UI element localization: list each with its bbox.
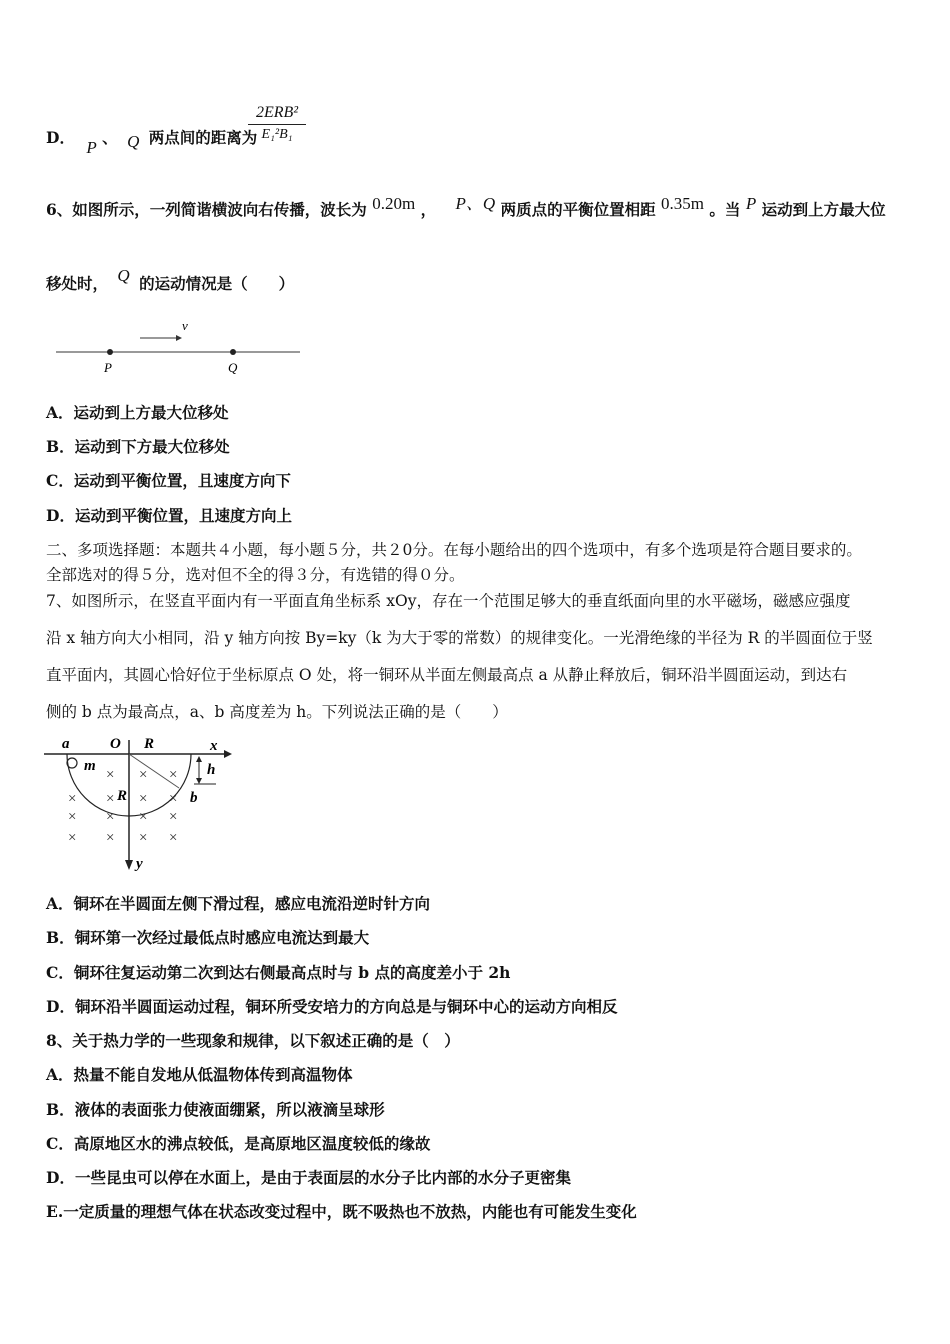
q8-option-b: B．液体的表面张力使液面绷紧，所以液滴呈球形 — [46, 1100, 385, 1119]
svg-text:×: × — [106, 791, 115, 807]
q6-stem-line1 — [46, 194, 886, 220]
q7-y-arrow — [125, 860, 133, 870]
q6-distance: 0.35m — [661, 194, 704, 213]
q7-label-y: y — [136, 856, 143, 872]
svg-text:×: × — [169, 809, 178, 825]
q7-field-diagram — [44, 732, 244, 882]
q6-prefix: 6、如图所示，一列简谐横波向右传播，波长为 — [46, 200, 367, 219]
q8-option-d: D．一些昆虫可以停在水面上，是由于表面层的水分子比内部的水分子更密集 — [46, 1168, 571, 1187]
q5-option-d — [46, 128, 258, 157]
q6-diagram-p: P — [104, 360, 112, 375]
q7-label-m: m — [84, 758, 96, 774]
q6-option-c: C．运动到平衡位置，且速度方向下 — [46, 471, 291, 490]
q7-stem-line3: 直平面内，其圆心恰好位于坐标原点 O 处，将一铜环从半面左侧最高点 a 从静止释放后，铜环沿半圆面运动，到达右 — [46, 666, 848, 684]
svg-text:×: × — [169, 767, 178, 783]
section2-line1: 二、多项选择题：本题共４小题，每小题５分，共２0分。在每小题给出的四个选项中，有多个选项是符合题目要求的。 — [46, 541, 862, 559]
svg-text:×: × — [169, 791, 178, 807]
q7-option-d: D．铜环沿半圆面运动过程，铜环所受安培力的方向总是与铜环中心的运动方向相反 — [46, 997, 618, 1016]
svg-text:×: × — [139, 767, 148, 783]
svg-text:×: × — [106, 830, 115, 846]
q8-option-e: E.一定质量的理想气体在状态改变过程中，既不吸热也不放热，内能也有可能发生变化 — [46, 1202, 637, 1221]
q5d-sep: 、 — [102, 128, 118, 147]
q6-wave-diagram — [50, 314, 310, 378]
q6-comma: ， — [420, 200, 437, 219]
q7-option-b: B．铜环第一次经过最低点时感应电流达到最大 — [46, 928, 370, 947]
q6-diagram-q: Q — [228, 360, 238, 375]
q6-option-d: D．运动到平衡位置，且速度方向上 — [46, 506, 292, 525]
q7-h-arrow-up — [196, 756, 202, 762]
svg-text:×: × — [106, 767, 115, 783]
q6-pq: P、Q — [455, 194, 496, 213]
svg-text:×: × — [169, 830, 178, 846]
q7-stem-line2: 沿 x 轴方向大小相同，沿 y 轴方向按 By=ky（k 为大于零的常数）的规律变化。一光滑绝缘的半径为 R 的半圆面位于竖 — [46, 629, 873, 647]
q6-p: P — [745, 194, 757, 213]
q7-label-h: h — [207, 762, 216, 778]
q7-label-r-top: R — [144, 736, 155, 752]
q6-line2b: 的运动情况是（ ） — [139, 274, 295, 293]
q7-option-c: C．铜环往复运动第二次到达右侧最高点时与 b 点的高度差小于 2h — [46, 963, 511, 982]
section2-line2: 全部选对的得５分，选对但不全的得３分，有选错的得０分。 — [46, 566, 465, 584]
q7-h-arrow-down — [196, 778, 202, 784]
q8-option-a: A．热量不能自发地从低温物体传到高温物体 — [46, 1065, 353, 1084]
q6-arrow-head — [176, 335, 182, 341]
q6-q: Q — [117, 266, 130, 285]
svg-text:×: × — [139, 791, 148, 807]
q8-stem: 8、关于热力学的一些现象和规律，以下叙述正确的是（ ） — [46, 1031, 460, 1050]
svg-text:×: × — [106, 809, 115, 825]
q7-option-a: A．铜环在半圆面左侧下滑过程，感应电流沿逆时针方向 — [46, 894, 431, 913]
q7-label-r-mid: R — [117, 788, 128, 804]
q7-x-arrow — [224, 750, 232, 758]
q5d-fraction — [248, 104, 306, 143]
svg-text:×: × — [68, 791, 77, 807]
q7-label-o: O — [110, 736, 121, 752]
q7-label-b: b — [190, 790, 198, 806]
svg-text:×: × — [68, 830, 77, 846]
q5d-label: D． — [46, 128, 75, 147]
q6-dang: 。当 — [709, 200, 741, 219]
q7-field-crosses — [68, 767, 177, 846]
svg-text:×: × — [139, 830, 148, 846]
q6-wavelength: 0.20m — [372, 194, 416, 213]
q5d-q: Q — [127, 132, 140, 151]
q6-point-p — [107, 349, 113, 355]
q6-stem-line2 — [46, 266, 295, 294]
q6-line2a: 移处时， — [46, 274, 109, 293]
q6-tail: 运动到上方最大位 — [761, 200, 886, 219]
q7-label-x: x — [210, 738, 218, 754]
q6-mid: 两质点的平衡位置相距 — [500, 200, 656, 219]
q7-stem-line1: 7、如图所示，在竖直平面内有一平面直角坐标系 xOy，存在一个范围足够大的垂直纸面向里的水平磁场，磁感应强度 — [46, 592, 851, 610]
q5d-text: 两点间的距离为 — [148, 128, 258, 147]
svg-text:×: × — [139, 809, 148, 825]
q6-option-b: B．运动到下方最大位移处 — [46, 437, 230, 456]
q7-label-a: a — [62, 736, 70, 752]
q5d-numerator: 2ERB² — [248, 104, 306, 125]
q8-option-c: C．高原地区水的沸点较低，是高原地区温度较低的缘故 — [46, 1134, 431, 1153]
q7-stem-line4: 侧的 b 点为最高点，a、b 高度差为 h。下列说法正确的是（ ） — [46, 703, 508, 721]
svg-text:×: × — [68, 809, 77, 825]
q6-option-a: A．运动到上方最大位移处 — [46, 403, 229, 422]
q5d-denominator: E₁²B₁ — [261, 127, 293, 142]
q6-diagram-v: v — [182, 318, 188, 333]
q7-copper-ring — [67, 758, 77, 768]
q6-point-q — [230, 349, 236, 355]
q5d-p: P — [86, 138, 97, 157]
